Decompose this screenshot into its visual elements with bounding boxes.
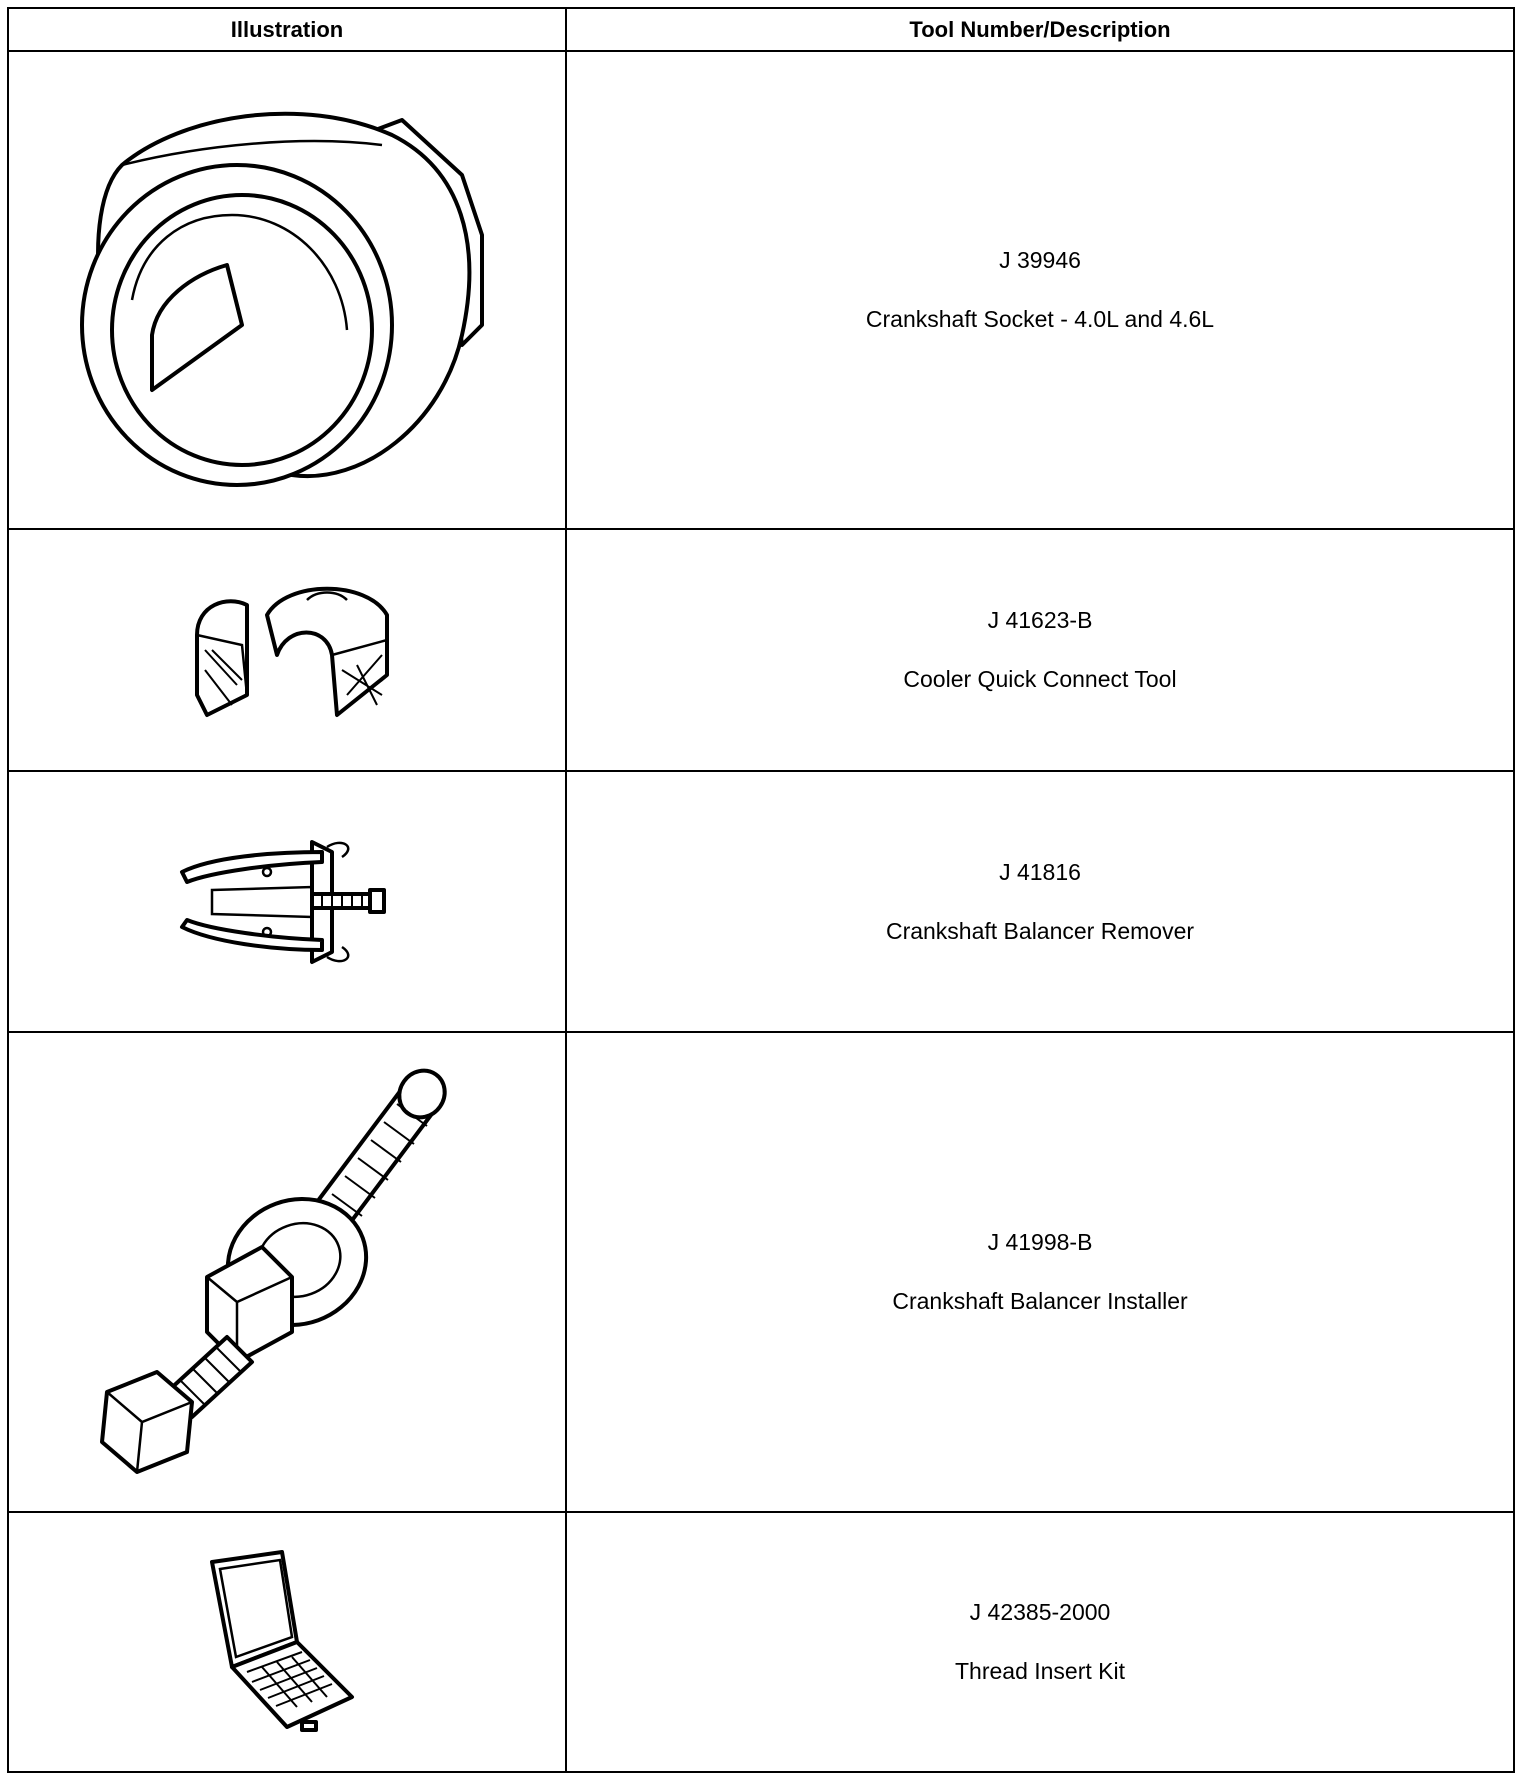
table-header-row: [8, 8, 1514, 51]
description-cell: [566, 1512, 1514, 1772]
tool-description: Crankshaft Balancer Installer: [892, 1288, 1188, 1314]
balancer-remover-icon: [172, 832, 402, 972]
table-row: [8, 1032, 1514, 1512]
cooler-quick-connect-tool-icon: [167, 575, 407, 725]
tool-number: J 41623-B: [987, 607, 1093, 633]
header-tool-number-description: Tool Number/Description: [566, 8, 1514, 51]
tool-description: Cooler Quick Connect Tool: [903, 666, 1177, 692]
balancer-installer-icon: [87, 1062, 487, 1482]
tool-description: Crankshaft Socket - 4.0L and 4.6L: [865, 306, 1215, 332]
illustration-cell: [8, 1032, 566, 1512]
illustration-cell: [8, 51, 566, 529]
tool-number: J 39946: [999, 247, 1081, 273]
description-cell: [566, 1032, 1514, 1512]
illustration-cell: [8, 529, 566, 771]
description-cell: [566, 51, 1514, 529]
crankshaft-socket-icon: [62, 75, 512, 505]
tool-number: J 41816: [999, 858, 1081, 885]
tool-description: Crankshaft Balancer Remover: [885, 917, 1195, 944]
tool-number: J 41998-B: [987, 1229, 1093, 1255]
tool-description: Thread Insert Kit: [954, 1658, 1126, 1684]
illustration-cell: [8, 1512, 566, 1772]
table-row: [8, 529, 1514, 771]
special-tools-table: [7, 7, 1515, 1773]
description-cell: [566, 529, 1514, 771]
thread-insert-kit-icon: [202, 1547, 372, 1737]
tool-number: J 42385-2000: [969, 1599, 1111, 1625]
illustration-cell: [8, 771, 566, 1032]
table-row: [8, 1512, 1514, 1772]
description-cell: [566, 771, 1514, 1032]
table-row: [8, 771, 1514, 1032]
table-row: [8, 51, 1514, 529]
header-illustration: Illustration: [8, 8, 566, 51]
